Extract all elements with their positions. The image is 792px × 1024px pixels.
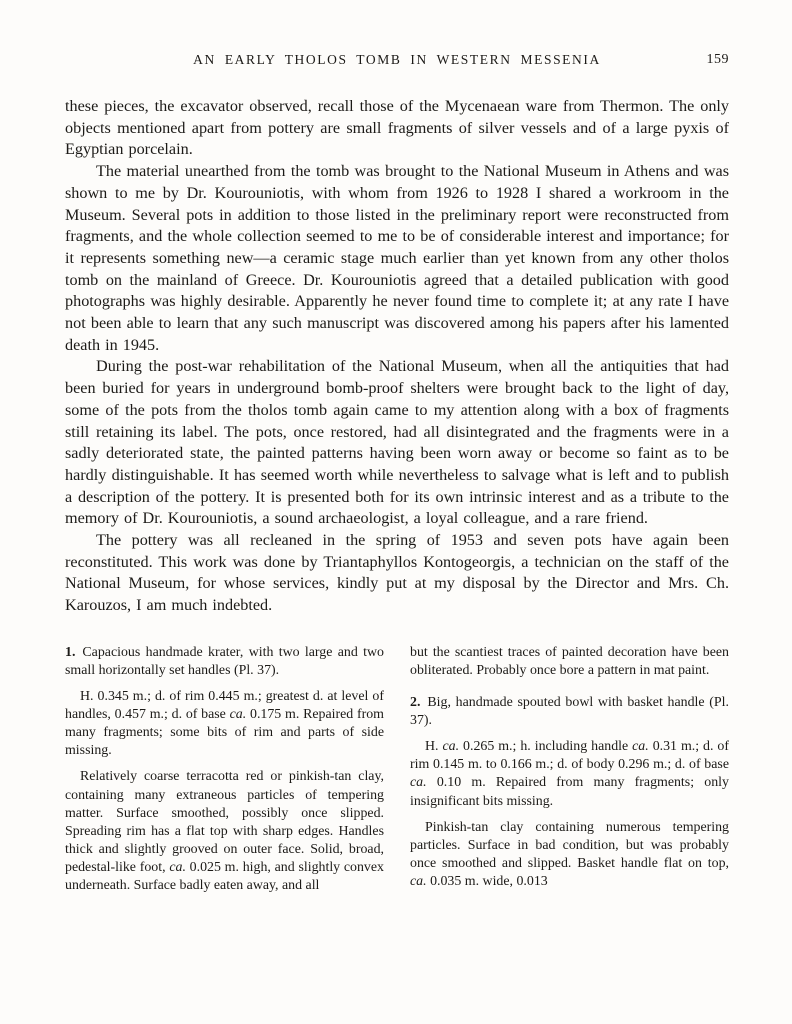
catalogue-entry-2-number: 2. (410, 695, 421, 711)
catalogue-entry-1-dimensions-text: H. 0.345 m.; d. of rim 0.445 m.; greatest d. at level of handles, 0.457 m.; d. of base ca. 0.175 m. Repaired from many fragments; some bits of rim and parts of side missing. (65, 689, 384, 759)
catalogue-entry-2-dimensions-text: H. ca. 0.265 m.; h. including handle ca. 0.31 m.; d. of rim 0.145 m. to 0.166 m.; d. of body 0.296 m.; d. of base ca. 0.10 m. Repaired from many fragments; only insignificant bits missing. (410, 739, 730, 809)
catalogue-entry-2-heading (410, 694, 729, 730)
main-text (65, 96, 729, 617)
article-title: AN EARLY THOLOS TOMB IN WESTERN MESSENIA (193, 52, 601, 67)
catalogue-entry-1-number: 1. (65, 644, 76, 660)
catalogue-column-right (410, 644, 729, 903)
running-head (65, 52, 729, 68)
catalogue-entry-1-continuation (410, 644, 729, 680)
page-number: 159 (706, 52, 729, 67)
catalogue-entry-1-description-text: Relatively coarse terracotta red or pinkish-tan clay, containing many extraneous particles of tempering matter. Surface smoothed, possibly once slipped. Spreading rim has a flat top with sharp edges. Handles thick and slightly grooved on outer face. Solid, broad, pedestal-like foot, ca. 0.025 m. high, and slightly convex underneath. Surface badly eaten away, and all (65, 769, 384, 893)
catalogue-entry-2-dimensions (410, 738, 729, 810)
catalogue-entry-1-dimensions (65, 688, 384, 760)
catalogue-entry-1-continuation-text: but the scantiest traces of painted decoration have been obliterated. Probably once bore a pattern in mat paint. (410, 644, 729, 678)
body-paragraph-3: During the post-war rehabilitation of the National Museum, when all the antiquities that had been buried for years in underground bomb-proof shelters were brought back to the light of day, some of the pots from the tholos tomb again came to my attention along with a box of fragments still retaining its label. The pots, once restored, had all disintegrated and the fragments were in a sadly deteriorated state, the painted patterns having been worn away or become so faint as to be hardly distinguishable. It has seemed worth while nevertheless to salvage what is left and to publish a description of the pottery. It is presented both for its own intrinsic interest and as a tribute to the memory of Dr. Kourouniotis, a sound archaeologist, a loyal colleague, and a rare friend. (65, 357, 729, 528)
catalogue-column-left (65, 644, 384, 903)
body-paragraph-4: The pottery was all recleaned in the spring of 1953 and seven pots have again been reconstituted. This work was done by Triantaphyllos Kontogeorgis, a technician on the staff of the National Museum, for whose services, kindly put at my disposal by the Director and Mrs. Ch. Karouzos, I am much indebted. (65, 531, 729, 615)
catalogue-entry-1-heading-text: Capacious handmade krater, with two large and two small horizontally set handles (Pl. 37). (65, 644, 384, 678)
catalogue-entry-2-description (410, 819, 729, 891)
catalogue-entry-1-description (65, 768, 384, 895)
catalogue-entry-2-heading-text: Big, handmade spouted bowl with basket handle (Pl. 37). (410, 695, 729, 729)
catalogue-entry-2-description-text: Pinkish-tan clay containing numerous tempering particles. Surface in bad condition, but was probably once smoothed and slipped. Basket handle flat on top, ca. 0.035 m. wide, 0.013 (410, 819, 729, 889)
catalogue-section (65, 644, 729, 903)
body-paragraph-1: these pieces, the excavator observed, recall those of the Mycenaean ware from Thermon. The only objects mentioned apart from pottery are small fragments of silver vessels and of a large pyxis of Egyptian porcelain. (65, 97, 729, 159)
body-paragraph-2: The material unearthed from the tomb was brought to the National Museum in Athens and was shown to me by Dr. Kourouniotis, with whom from 1926 to 1928 I shared a workroom in the Museum. Several pots in addition to those listed in the preliminary report were reconstructed from fragments, and the whole collection seemed to me to be of considerable interest and importance; for it represents something new—a ceramic stage much earlier than yet known from any other tholos tomb on the mainland of Greece. Dr. Kourouniotis agreed that a detailed publication with good photographs was highly desirable. Apparently he never found time to complete it; at any rate I have not been able to learn that any such manuscript was discovered among his papers after his lamented death in 1945. (65, 162, 729, 354)
catalogue-entry-1-heading (65, 644, 384, 680)
